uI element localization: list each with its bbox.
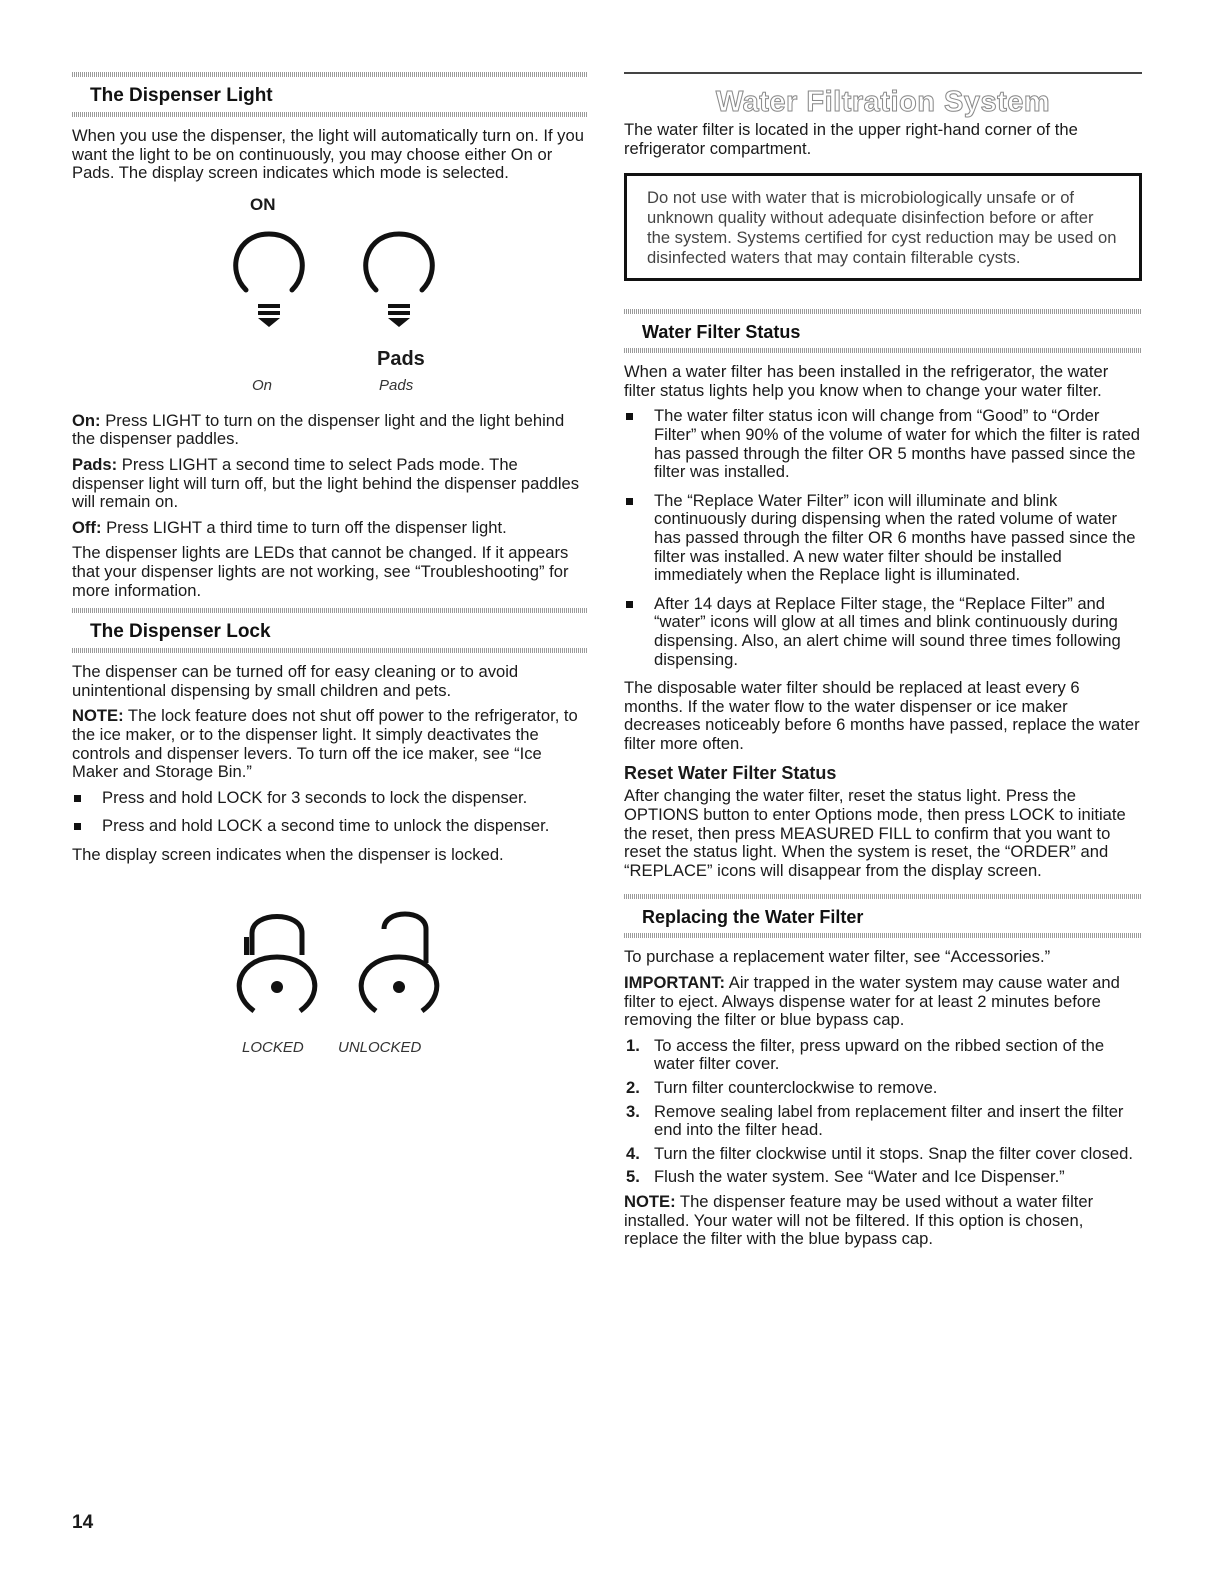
led-note: The dispenser lights are LEDs that cannot be changed. If it appears that your dispenser lights are not working, see “Troubleshooting” for more information.	[72, 543, 569, 600]
filter-status-intro: When a water filter has been installed in the refrigerator, the water filter status lights help you know when to change your water filter.	[624, 362, 1109, 400]
step-text: Remove sealing label from replacement filter and insert the filter end into the filter head.	[654, 1101, 1124, 1140]
dispenser-light-intro: When you use the dispenser, the light will automatically turn on. If you want the light to be on continuously, you may choose either On or Pads. The display screen indicates which mode is selected.	[72, 126, 584, 183]
caption-locked: LOCKED	[242, 1039, 304, 1057]
section-rule	[624, 933, 1142, 938]
title-rule	[624, 72, 1142, 74]
pads-description: Press LIGHT a second time to select Pads mode. The dispenser light will turn off, but the light behind the dispenser paddles will remain on.	[72, 454, 580, 512]
list-item: Press and hold LOCK for 3 seconds to lock the dispenser.	[72, 789, 587, 808]
bypass-note-label: NOTE:	[624, 1191, 676, 1211]
filter-status-heading: Water Filter Status	[642, 322, 801, 343]
page-number: 14	[72, 1512, 94, 1533]
dispenser-lock-intro: The dispenser can be turned off for easy cleaning or to avoid unintentional dispensing by small children and pets.	[72, 662, 519, 700]
step-number: 5.	[626, 1167, 640, 1187]
fig-label-pads: Pads	[377, 347, 425, 370]
caption-pads: Pads	[379, 376, 414, 394]
on-label: On:	[72, 410, 101, 430]
on-mode-text	[72, 412, 587, 449]
purchase-text: To purchase a replacement water filter, see “Accessories.”	[624, 947, 1051, 967]
left-column	[72, 72, 587, 1071]
caption-unlocked: UNLOCKED	[338, 1039, 422, 1057]
bypass-note	[624, 1193, 1142, 1249]
warning-box	[624, 173, 1142, 281]
important-description: Air trapped in the water system may cause water and filter to eject. Always dispense water for at least 2 minutes before removing the filter or blue bypass cap.	[624, 973, 1120, 1030]
on-description: Press LIGHT to turn on the dispenser light and the light behind the dispenser paddles.	[72, 410, 565, 449]
filter-status-list	[624, 407, 1142, 669]
list-item	[624, 1145, 1142, 1164]
step-text: Flush the water system. See “Water and Ice Dispenser.”	[654, 1167, 1065, 1187]
step-number: 2.	[626, 1078, 640, 1097]
lock-note-label: NOTE:	[72, 706, 124, 726]
section-rule	[72, 112, 587, 117]
dispenser-lock-heading: The Dispenser Lock	[90, 621, 271, 643]
important-text	[624, 974, 1142, 1030]
right-column	[624, 72, 1142, 1256]
reset-status-heading: Reset Water Filter Status	[624, 763, 837, 784]
disposable-filter-text: The disposable water filter should be replaced at least every 6 months. If the water flow to the water dispenser or ice maker decreases noticeably before 6 months have passed, replace the water filter more often.	[624, 678, 1140, 753]
list-item	[624, 1079, 1142, 1098]
section-rule	[72, 648, 587, 653]
step-text: Turn filter counterclockwise to remove.	[654, 1078, 938, 1097]
list-item: The water filter status icon will change from “Good” to “Order Filter” when 90% of the volume of water for which the filter is rated has passed through the filter OR 5 months have passed since the filter was installed.	[624, 407, 1142, 481]
off-description: Press LIGHT a third time to turn off the dispenser light.	[101, 517, 507, 537]
replacing-filter-heading: Replacing the Water Filter	[642, 907, 864, 928]
lock-figure	[72, 871, 587, 1071]
light-bulb-on-icon	[224, 228, 314, 328]
important-label: IMPORTANT:	[624, 973, 726, 993]
pads-label: Pads:	[72, 454, 118, 474]
list-item: The “Replace Water Filter” icon will illuminate and blink continuously during dispensing when the rated volume of water has passed through the filter OR 6 months have passed since the filter was installed. A new water filter should be installed immediately when the Replace light is illuminated.	[624, 492, 1142, 585]
filter-location-text: The water filter is located in the upper right-hand corner of the refrigerator compartment.	[624, 120, 1078, 158]
caption-on: On	[252, 376, 273, 394]
step-number: 4.	[626, 1143, 640, 1163]
off-mode-text	[72, 519, 587, 538]
padlock-locked-icon	[232, 903, 322, 1023]
bypass-note-text: The dispenser feature may be used without a water filter installed. Your water will not be filtered. If this option is chosen, replace the filter with the blue bypass cap.	[624, 1191, 1094, 1249]
list-item	[624, 1168, 1142, 1187]
section-rule	[624, 348, 1142, 353]
list-item	[624, 1103, 1142, 1140]
step-text: Turn the filter clockwise until it stops. Snap the filter cover closed.	[654, 1143, 1133, 1163]
warning-text: Do not use with water that is microbiologically unsafe or of unknown quality without adequate disinfection before or after the system. Systems certified for cyst reduction may be used on disinfected waters that may contain filterable cysts.	[647, 188, 1117, 268]
padlock-unlocked-icon	[354, 903, 444, 1023]
lock-steps-list	[72, 789, 587, 836]
replace-steps-list	[624, 1037, 1142, 1187]
off-label: Off:	[72, 517, 102, 537]
lock-outro: The display screen indicates when the dispenser is locked.	[72, 844, 504, 864]
fig-label-on: ON	[250, 194, 276, 214]
step-number: 3.	[626, 1101, 640, 1121]
list-item	[624, 1037, 1142, 1074]
step-text: To access the filter, press upward on the ribbed section of the water filter cover.	[654, 1035, 1105, 1074]
reset-status-text: After changing the water filter, reset the status light. Press the OPTIONS button to enter Options mode, then press LOCK to initiate the reset, then press MEASURED FILL to confirm that you want to reset the status light. When the system is reset, the “ORDER” and “REPLACE” icons will disappear from the display screen.	[624, 786, 1126, 880]
light-mode-figure	[72, 190, 587, 400]
dispenser-light-heading: The Dispenser Light	[90, 85, 273, 106]
list-item: After 14 days at Replace Filter stage, the “Replace Filter” and “water” icons will glow at all times and blink continuously during dispensing. Also, an alert chime will sound three times following dispensing.	[624, 595, 1142, 669]
light-bulb-pads-icon	[354, 228, 444, 328]
lock-note	[72, 707, 587, 781]
list-item: Press and hold LOCK a second time to unlock the dispenser.	[72, 817, 587, 836]
step-number: 1.	[626, 1035, 640, 1055]
lock-note-text: The lock feature does not shut off power to the refrigerator, to the ice maker, or to the dispenser light. It simply deactivates the controls and dispenser levers. To turn off the ice maker, see “Ice Maker and Storage Bin.”	[72, 706, 578, 782]
pads-mode-text	[72, 456, 587, 512]
page-title: Water Filtration System	[715, 86, 1051, 118]
